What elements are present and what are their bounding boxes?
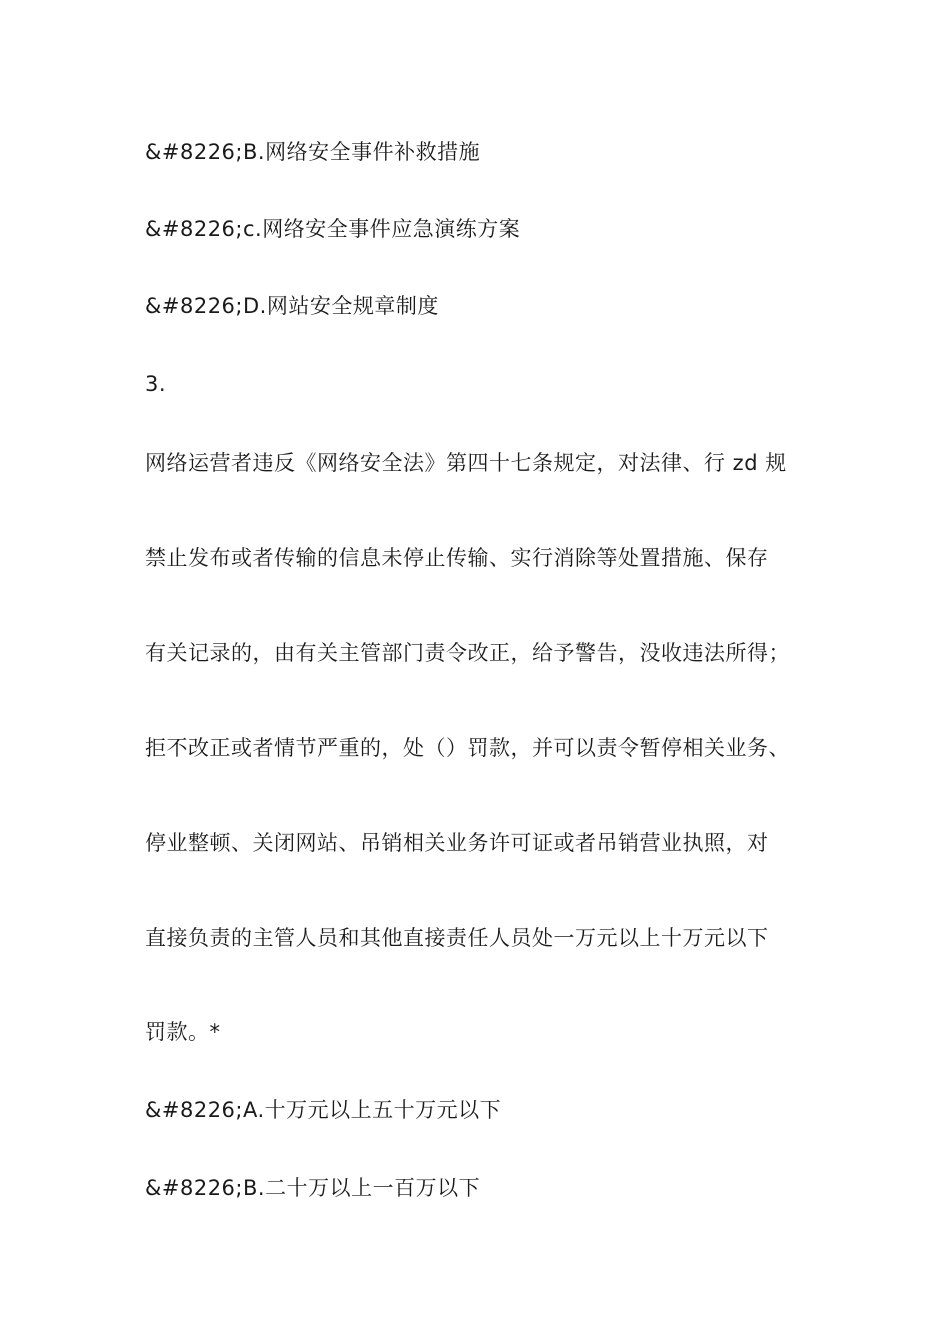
question-text-line: 拒不改正或者情节严重的，处（）罚款，并可以责令暂停相关业务、	[145, 736, 790, 760]
question-text-line: 网络运营者违反《网络安全法》第四十七条规定，对法律、行 zd 规	[145, 451, 787, 475]
question-text-line: 禁止发布或者传输的信息未停止传输、实行消除等处置措施、保存	[145, 546, 769, 570]
question-text-line: 停业整顿、关闭网站、吊销相关业务许可证或者吊销营业执照，对	[145, 831, 769, 855]
option-b-prev: &#8226;B.网络安全事件补救措施	[145, 140, 481, 164]
option-a: &#8226;A.十万元以上五十万元以下	[145, 1098, 502, 1122]
question-text-line: 直接负责的主管人员和其他直接责任人员处一万元以上十万元以下	[145, 926, 769, 950]
option-b: &#8226;B.二十万以上一百万以下	[145, 1176, 481, 1200]
option-c-prev: &#8226;c.网络安全事件应急演练方案	[145, 217, 521, 241]
option-d-prev: &#8226;D.网站安全规章制度	[145, 294, 439, 318]
question-text-line: 罚款。*	[145, 1020, 221, 1044]
question-text-line: 有关记录的，由有关主管部门责令改正，给予警告，没收违法所得；	[145, 641, 790, 665]
question-number: 3.	[145, 372, 167, 396]
